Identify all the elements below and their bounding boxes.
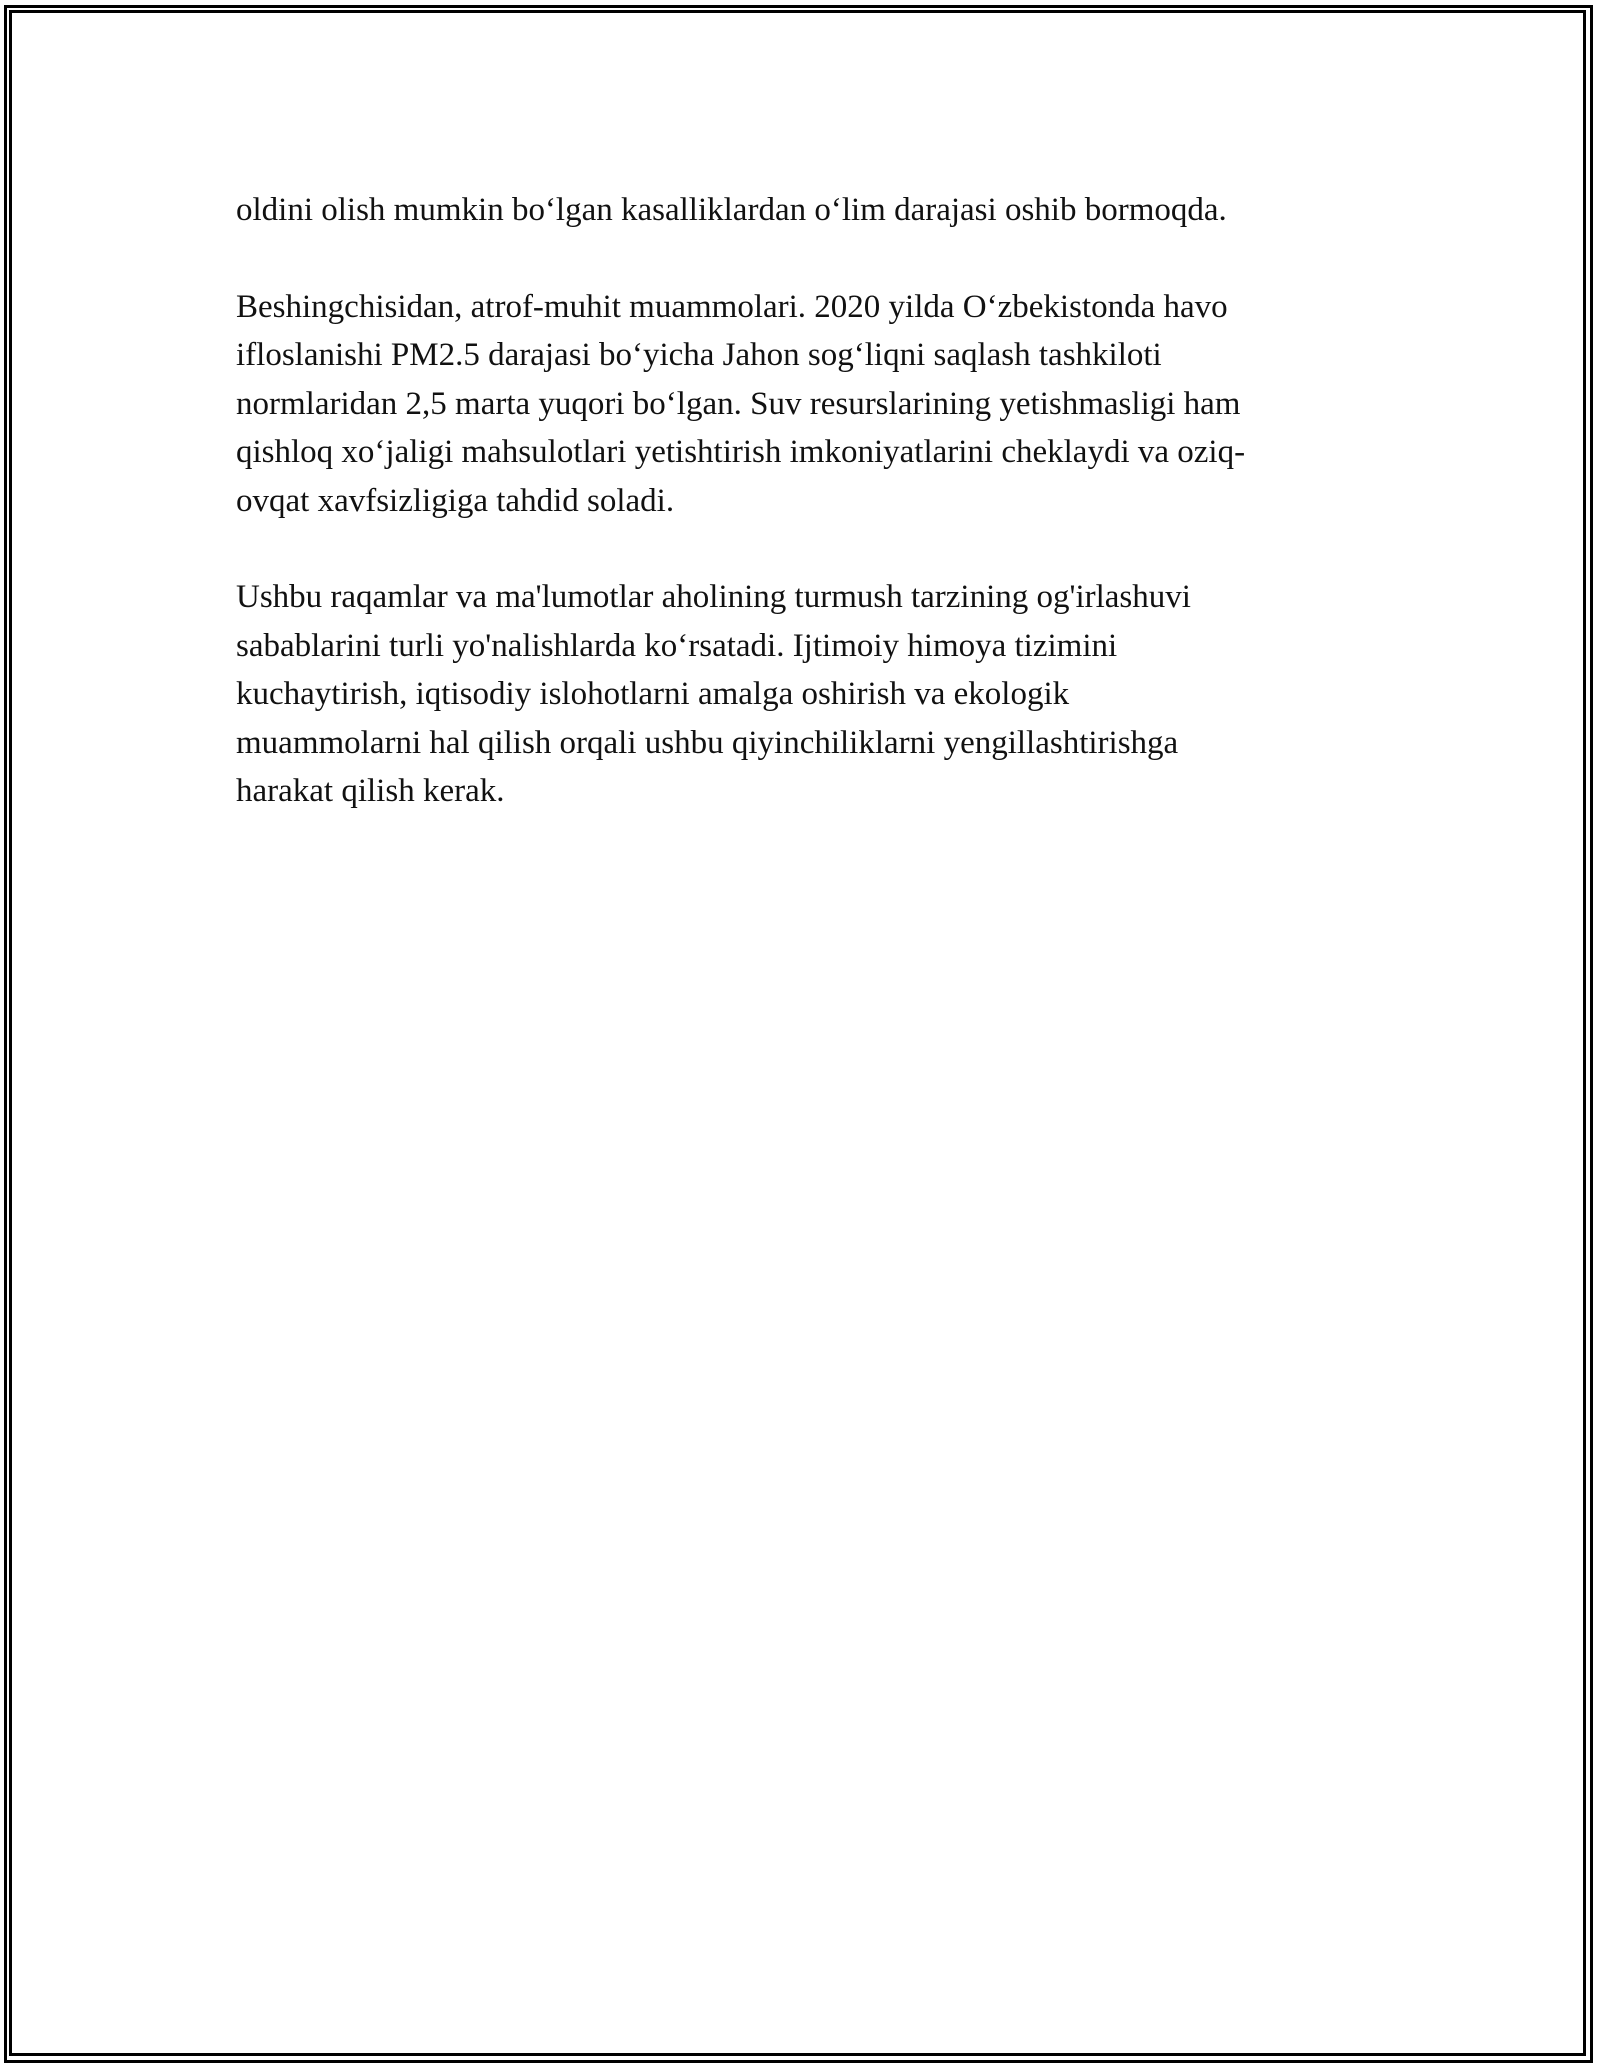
paragraph-disease-mortality: oldini olish mumkin bo‘lgan kasalliklardan o‘lim darajasi oshib bormoqda. [236, 192, 1227, 228]
document-body [236, 186, 1366, 864]
paragraph-conclusion: Ushbu raqamlar va ma'lumotlar aholining turmush tarzining og'irlashuvi sabablarini turli yo'nalishlarda ko‘rsatadi. Ijtimoiy himoya tizimini kuchaytirish, iqtisodiy islohotlarni amalga oshirish va ekologik muammolarni hal qilish orqali ushbu qiyinchiliklarni yengillashtirishga harakat qilish kerak. [236, 579, 1191, 809]
paragraph-environmental-problems: Beshingchisidan, atrof-muhit muammolari. 2020 yilda O‘zbekistonda havo ifloslanishi PM2.5 darajasi bo‘yicha Jahon sog‘liqni saqlash tashkiloti normlaridan 2,5 marta yuqori bo‘lgan. Suv resurslarining yetishmasligi ham qishloq xo‘jaligi mahsulotlari yetishtirish imkoniyatlarini cheklaydi va oziq- ovqat xavfsizligiga tahdid soladi. [236, 288, 1246, 519]
